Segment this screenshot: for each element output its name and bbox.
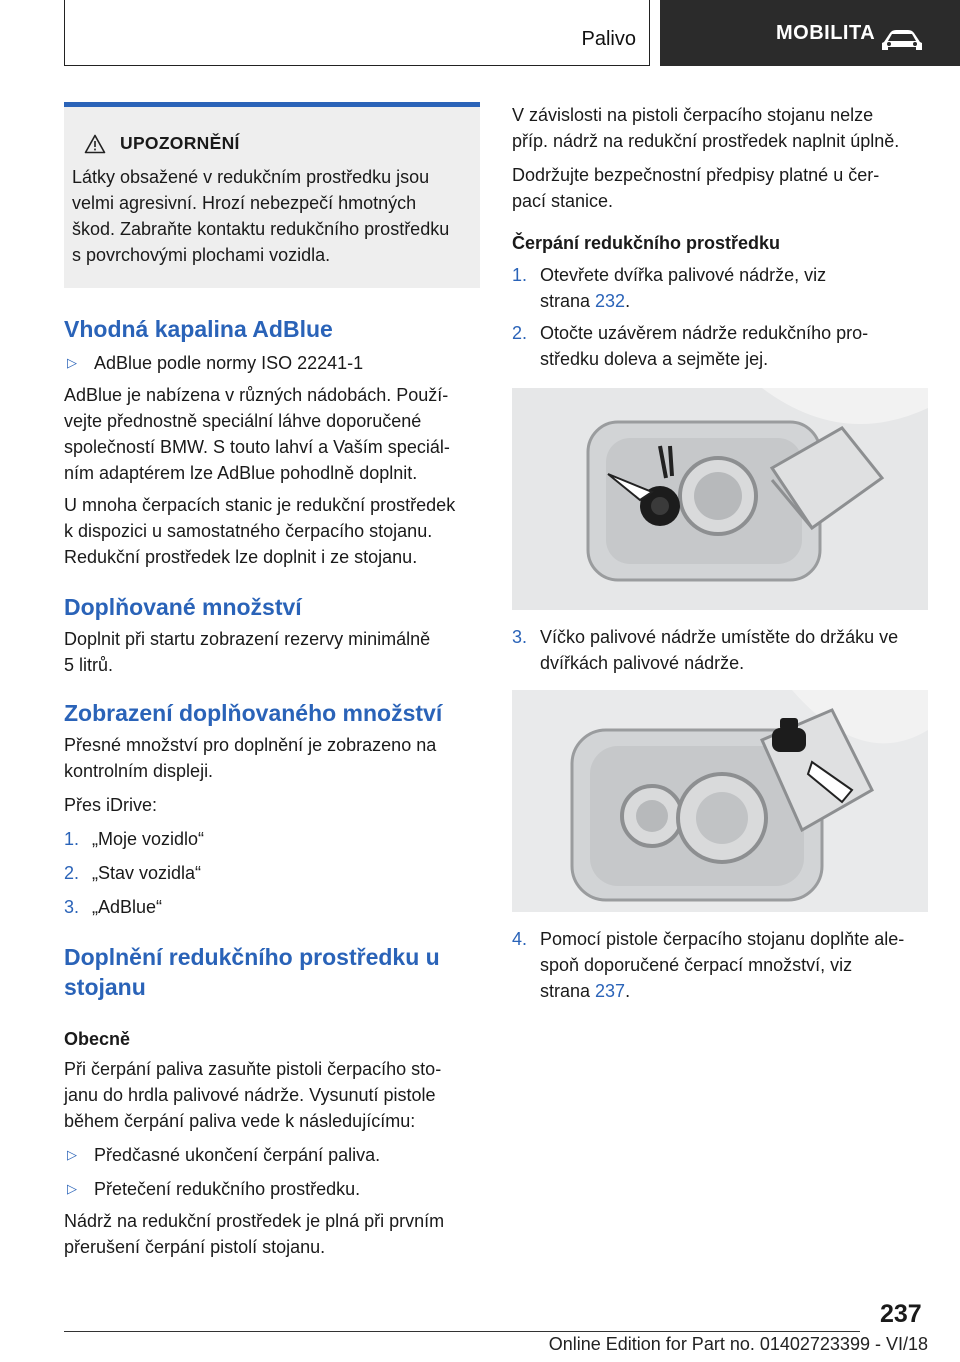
bullet-item <box>64 350 480 376</box>
warning-line: škod. Zabraňte kontaktu redukčního prostředku <box>72 219 450 239</box>
heading-refill: Doplnění redukčního prostředku u stojanu <box>64 944 440 1000</box>
illustration-fuel-cap-removal <box>512 388 928 610</box>
list-item: 4. Pomocí pistole čerpacího stojanu doplňte ale- spoň doporučené čerpací množství, viz strana 237. <box>512 929 905 1001</box>
heading-display: Zobrazení doplňovaného množství <box>64 700 443 726</box>
page-number: 237 <box>880 1300 922 1328</box>
left-column <box>64 102 480 1260</box>
subheading: Čerpání redukčního prostředku <box>512 233 781 253</box>
subheading: Obecně <box>64 1029 131 1049</box>
right-column <box>512 102 928 1004</box>
paragraph: AdBlue je nabízena v různých nádobách. Použí- vejte přednostně speciální láhve doporučené společností BMW. S touto lahví a Vaším speciál- ním adaptérem lze AdBlue pohodlně doplnit. <box>64 385 450 483</box>
list-item: 2. „Stav vozidla“ <box>64 863 202 883</box>
bullet-triangle-icon: ▷ <box>67 1181 77 1196</box>
chapter-tab-label: MOBILITA <box>776 21 876 44</box>
bullet-text: AdBlue podle normy ISO 22241-1 <box>94 353 364 373</box>
bullet-item: ▷ Předčasné ukončení čerpání paliva. <box>64 1142 480 1168</box>
bullet-triangle-icon: ▷ <box>67 1147 77 1162</box>
paragraph: Přesné množství pro doplnění je zobrazeno na kontrolním displeji. <box>64 735 437 781</box>
paragraph: Přes iDrive: <box>64 795 158 815</box>
list-item: 3. Víčko palivové nádrže umístěte do držáku ve dvířkách palivové nádrže. <box>512 627 899 673</box>
warning-title-text: UPOZORNĚNÍ <box>120 133 240 153</box>
footer-rule <box>64 1331 860 1332</box>
list-item: 3. „AdBlue“ <box>64 897 163 917</box>
warning-line: Látky obsažené v redukčním prostředku jsou <box>72 167 430 187</box>
footer-edition: Online Edition for Part no. 01402723399 - VI/18 <box>548 1334 928 1354</box>
car-icon <box>880 28 924 54</box>
warning-title <box>84 133 472 154</box>
heading-adblue: Vhodná kapalina AdBlue <box>64 316 333 342</box>
warning-line: velmi agresivní. Hrozí nebezpečí hmotných <box>72 193 417 213</box>
warning-triangle-icon <box>84 134 106 154</box>
section-title: Palivo <box>581 28 636 50</box>
list-item: 1. Otevřete dvířka palivové nádrže, viz strana 232. <box>512 265 827 311</box>
list-item: 1. „Moje vozidlo“ <box>64 829 205 849</box>
illustration-cap-holder <box>512 690 928 912</box>
paragraph: U mnoha čerpacích stanic je redukční prostředek k dispozici u samostatného čerpacího stojanu. Redukční prostředek lze doplnit i ze stojanu. <box>64 495 456 567</box>
bullet-triangle-icon: ▷ <box>67 355 77 370</box>
page-link[interactable]: 237 <box>595 981 626 1001</box>
warning-box <box>64 102 480 288</box>
heading-quantity: Doplňované množství <box>64 594 302 620</box>
bullet-item: ▷ Přetečení redukčního prostředku. <box>64 1176 480 1202</box>
paragraph: Dodržujte bezpečnostní předpisy platné u čer- pací stanice. <box>512 165 880 211</box>
page-link[interactable]: 232 <box>595 291 626 311</box>
paragraph: V závislosti na pistoli čerpacího stojanu nelze příp. nádrž na redukční prostředek naplnit úplně. <box>512 105 900 151</box>
header-frame <box>64 0 650 66</box>
paragraph: Nádrž na redukční prostředek je plná při prvním přerušení čerpání pistolí stojanu. <box>64 1211 445 1257</box>
paragraph: Při čerpání paliva zasuňte pistoli čerpacího sto- janu do hrdla palivové nádrže. Vysunutí pistole během čerpání paliva vede k následujícímu: <box>64 1059 442 1131</box>
list-item: 2. Otočte uzávěrem nádrže redukčního pro- středku doleva a sejměte jej. <box>512 323 869 369</box>
warning-text <box>72 164 472 268</box>
paragraph: Doplnit při startu zobrazení rezervy minimálně 5 litrů. <box>64 629 431 675</box>
warning-line: s povrchovými plochami vozidla. <box>72 245 331 265</box>
